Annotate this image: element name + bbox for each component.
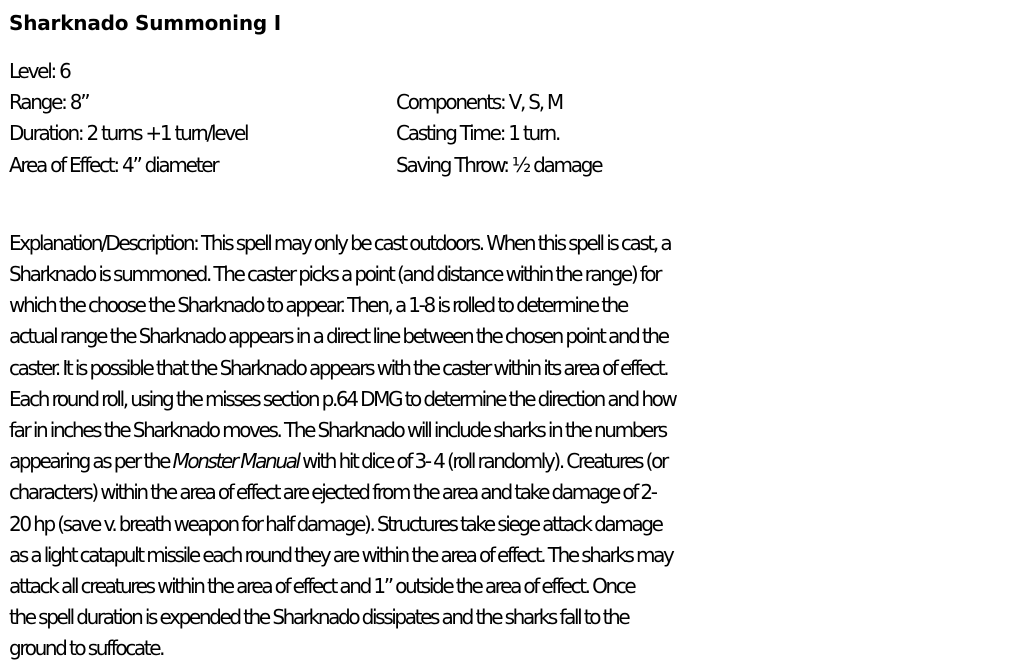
stat-range: Range: 8” [9,90,89,115]
description-line: characters) within the area of effect are ejected from the area and take damage of 2- [9,480,656,505]
stat-components: Components: V, S, M [396,90,562,115]
spell-stats [9,56,1019,181]
stat-row-2 [9,87,1019,118]
spell-description [9,228,1019,665]
description-line: ground to suffocate. [9,636,164,661]
description-line: Each round roll, using the misses section p.64 DMG to determine the direction and how [9,386,676,411]
description-text: appearing as per the [9,449,173,474]
description-line: the spell duration is expended the Sharknado dissipates and the sharks fall to the [9,605,629,630]
stat-casting-time: Casting Time: 1 turn. [396,121,560,146]
stat-duration: Duration: 2 turns +1 turn/level [9,121,248,146]
description-text: with hit dice of 3- 4 (roll randomly). Creatures (or [298,449,667,474]
stat-area-of-effect: Area of Effect: 4” diameter [9,152,218,177]
stat-saving-throw: Saving Throw: ½ damage [396,152,602,177]
stat-row-1 [9,56,1019,87]
description-line: attack all creatures within the area of effect and 1” outside the area of effect. Once [9,574,635,599]
description-line: 20 hp (save v. breath weapon for half damage). Structures take siege attack damage [9,511,662,536]
stat-row-3 [9,118,1019,149]
description-line: far in inches the Sharknado moves. The Sharknado will include sharks in the numbers [9,418,666,443]
description-line: Explanation/Description: This spell may only be cast outdoors. When this spell is cast, a [9,230,671,255]
description-line: actual range the Sharknado appears in a direct line between the chosen point and the [9,324,668,349]
book-title-monster-manual: Monster Manual [172,449,299,474]
spell-title: Sharknado Summoning I [9,11,281,35]
stat-row-4 [9,150,1019,181]
stat-level: Level: 6 [9,59,70,83]
description-line [9,446,1019,477]
description-line: caster. It is possible that the Sharknado appears with the caster within its area of effect. [9,355,668,380]
description-line: Sharknado is summoned. The caster picks a point (and distance within the range) for [9,262,661,287]
spell-entry [9,8,1019,665]
description-line: which the choose the Sharknado to appear. Then, a 1-8 is rolled to determine the [9,293,627,318]
description-line: as a light catapult missile each round they are within the area of effect. The sharks may [9,542,673,567]
